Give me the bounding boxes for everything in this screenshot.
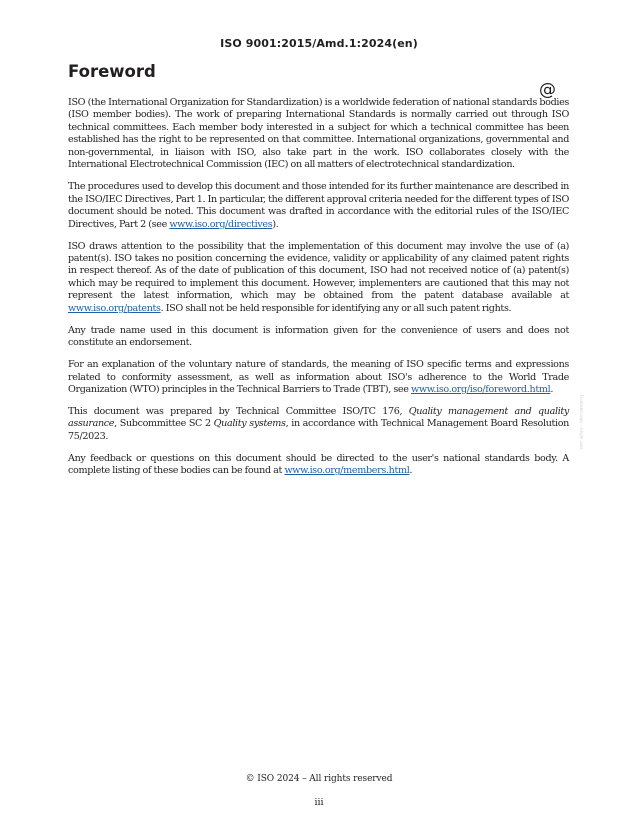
foreword-body	[68, 97, 569, 487]
members-link[interactable]: www.iso.org/members.html	[284, 465, 410, 477]
paragraph-feedback	[68, 453, 569, 478]
paragraph-end: ).	[272, 218, 279, 230]
document-id-header: ISO 9001:2015/Amd.1:2024(en)	[220, 37, 418, 50]
side-watermark: Licensed copy - single user	[579, 395, 584, 450]
paragraph-text: Any feedback or questions on this document should be directed to the user's national standards body. A complete listing of these bodies can be found at	[68, 452, 569, 477]
paragraph-trade-name: Any trade name used in this document is information given for the convenience of users and does not constitute an endorsement.	[68, 324, 569, 349]
copyright-footer: © ISO 2024 – All rights reserved	[245, 774, 393, 784]
paragraph-text: For an explanation of the voluntary nature of standards, the meaning of ISO specific terms and expressions related to conformity assessment, as well as information about ISO's adherence to the World Trade Organization (WTO) principles in the Technical Barriers to Trade (TBT), see	[68, 359, 569, 396]
paragraph-end: , in accordance with Technical Management Board Resolution 75/2023.	[68, 418, 570, 442]
paragraph-end: .	[550, 384, 554, 396]
directives-link[interactable]: www.iso.org/directives	[169, 218, 273, 230]
patents-link[interactable]: www.iso.org/patents	[68, 302, 161, 314]
paragraph-voluntary-nature	[68, 359, 569, 396]
paragraph-text: This document was prepared by Technical Committee ISO/TC 176,	[68, 406, 409, 418]
committee-title: Quality management and quality assurance	[68, 406, 569, 430]
at-symbol-mark: @	[539, 80, 556, 100]
paragraph-text: ISO draws attention to the possibility that the implementation of this document may involve the use of (a) patent(s). ISO takes no position concerning the evidence, validity or applicability of any claimed patent rights in respect thereof. As of the date of publication of this document, ISO had not received notice of (a) patent(s) which may be required to implement this document. However, implementers are cautioned that this may not represent the latest information, which may be obtained from the patent database available at	[68, 240, 569, 302]
page-number: iii	[314, 797, 324, 808]
paragraph-text: The procedures used to develop this document and those intended for its further maintenance are described in the ISO/IEC Directives, Part 1. In particular, the different approval criteria needed for the different types of ISO document should be noted. This document was drafted in accordance with the editorial rules of the ISO/IEC Directives, Part 2 (see	[68, 181, 569, 230]
paragraph-procedures	[68, 181, 569, 231]
paragraph-patents	[68, 241, 569, 316]
paragraph-end: .	[409, 465, 413, 477]
paragraph-end: . ISO shall not be held responsible for identifying any or all such patent rights.	[160, 302, 512, 314]
paragraph-iso-intro: ISO (the International Organization for Standardization) is a worldwide federation of national standards bodies (ISO member bodies). The work of preparing International Standards is normally carried out through ISO technical committees. Each member body interested in a subject for which a technical committee has been established has the right to be represented on that committee. International organizations, governmental and non-governmental, in liaison with ISO, also take part in the work. ISO collaborates closely with the International Electrotechnical Commission (IEC) on all matters of electrotechnical standardization.	[68, 97, 569, 171]
page-title: Foreword	[68, 62, 156, 81]
subcommittee-title: Quality systems	[213, 418, 286, 430]
paragraph-committee	[68, 406, 569, 443]
foreword-link[interactable]: www.iso.org/iso/foreword.html	[410, 384, 551, 396]
paragraph-mid: , Subcommittee SC 2	[114, 418, 214, 430]
